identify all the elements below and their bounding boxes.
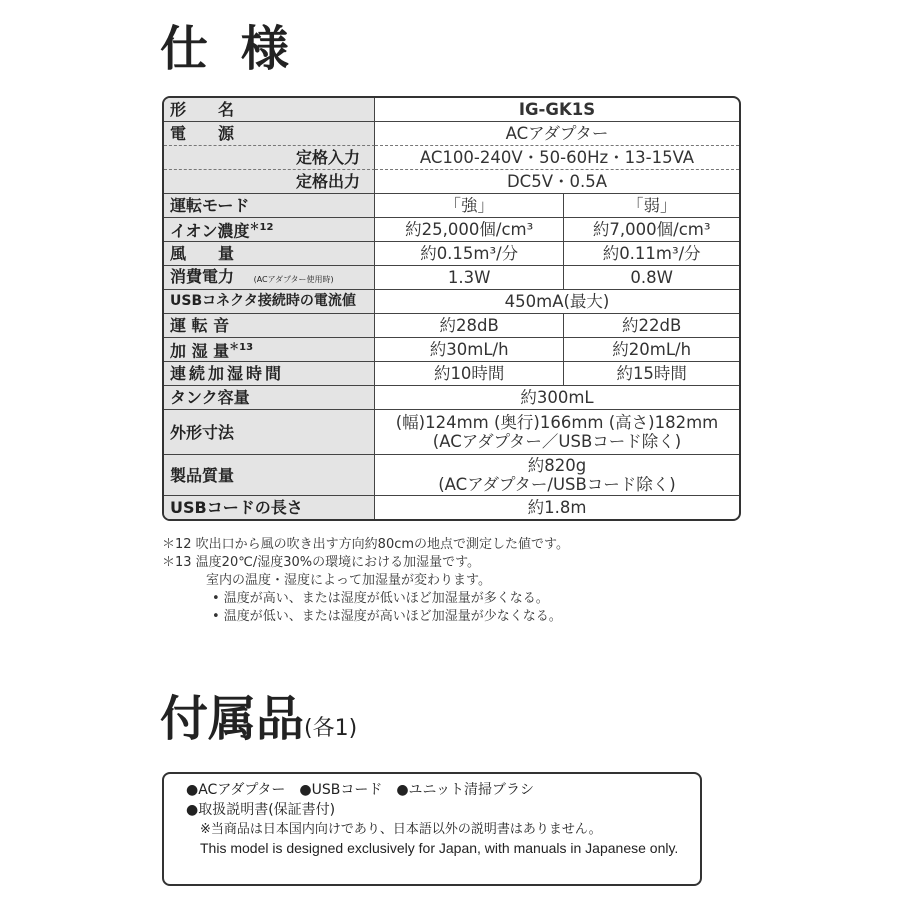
row-value: 1.3W <box>375 266 563 290</box>
table-row <box>164 194 739 218</box>
table-row <box>164 455 739 496</box>
table-row <box>164 338 739 362</box>
row-label: 運転モード <box>164 194 375 218</box>
spec-title: 仕 様 <box>160 21 297 77</box>
row-value: 約20mL/h <box>563 338 739 362</box>
table-row <box>164 242 739 266</box>
row-label: 製品質量 <box>164 455 375 496</box>
table-row <box>164 122 739 146</box>
accessories-title: 付属品(各1) <box>160 691 358 747</box>
table-row <box>164 218 739 242</box>
accessory-list: ●ACアダプター ●USBコード ●ユニット清掃ブラシ <box>186 782 534 798</box>
row-label: タンク容量 <box>164 386 375 410</box>
row-label: 外形寸法 <box>164 410 375 455</box>
row-label: 運 転 音 <box>164 314 375 338</box>
footnote: ＊12 吹出口から風の吹き出す方向約80cmの地点で測定した値です。 <box>162 537 569 552</box>
accessories-note: ※当商品は日本国内向けであり、日本語以外の説明書はありません。 <box>200 822 602 837</box>
table-row <box>164 362 739 386</box>
row-value: 450mA(最大) <box>375 290 739 314</box>
table-row <box>164 496 739 519</box>
row-label: 消費電力 (ACアダプター使用時) <box>164 266 375 290</box>
row-value: 約0.11m³/分 <box>563 242 739 266</box>
row-value: 約10時間 <box>375 362 563 386</box>
table-row <box>164 266 739 290</box>
row-label: イオン濃度$^{*12}$ <box>164 218 375 242</box>
table-row <box>164 146 739 170</box>
accessory-list: ●取扱説明書(保証書付) <box>186 802 336 818</box>
row-label: 加 湿 量$^{*13}$ <box>164 338 375 362</box>
row-value: AC100-240V・50-60Hz・13-15VA <box>375 146 739 170</box>
row-label: USBコードの長さ <box>164 496 375 519</box>
row-value: 約820g (ACアダプター/USBコード除く) <box>375 455 739 496</box>
row-value: 約28dB <box>375 314 563 338</box>
row-value: 0.8W <box>563 266 739 290</box>
row-value: 約22dB <box>563 314 739 338</box>
footnote: ＊13 温度20℃/湿度30%の環境における加湿量です。 <box>162 555 481 570</box>
row-value: IG-GK1S <box>375 98 739 122</box>
row-label: 電 源 <box>164 122 375 146</box>
footnote: 室内の温度・湿度によって加湿量が変わります。 <box>206 573 491 588</box>
row-label: 定格入力 <box>164 146 375 170</box>
table-row <box>164 290 739 314</box>
row-value: DC5V・0.5A <box>375 170 739 194</box>
row-value: 約1.8m <box>527 498 587 517</box>
row-value: 「強」 <box>375 194 563 218</box>
row-value: 約300mL <box>375 386 739 410</box>
table-row <box>164 410 739 455</box>
accessories-box <box>162 772 702 886</box>
row-label: USBコネクタ接続時の電流値 <box>164 290 375 314</box>
row-value: 約15時間 <box>563 362 739 386</box>
row-value: 「弱」 <box>563 194 739 218</box>
row-value: (幅)124mm (奥行)166mm (高さ)182mm (ACアダプター／USBコード除く) <box>375 410 739 455</box>
spec-table <box>162 96 741 521</box>
table-row <box>164 386 739 410</box>
row-label: 連続加湿時間 <box>164 362 375 386</box>
row-value: 約25,000個/cm³ <box>375 218 563 242</box>
table-row <box>164 314 739 338</box>
footnote: • 温度が低い、または湿度が高いほど加湿量が少なくなる。 <box>212 609 562 624</box>
table-row <box>164 170 739 194</box>
table-row <box>164 98 739 122</box>
row-label: 形 名 <box>164 98 375 122</box>
english-note: This model is designed exclusively for Japan, with manuals in Japanese only. <box>200 840 679 856</box>
row-value: 約7,000個/cm³ <box>563 218 739 242</box>
footnote: • 温度が高い、または湿度が低いほど加湿量が多くなる。 <box>212 591 549 606</box>
row-label: 風 量 <box>164 242 375 266</box>
row-value: ACアダプター <box>375 122 739 146</box>
row-label: 定格出力 <box>164 170 375 194</box>
row-value: 約30mL/h <box>375 338 563 362</box>
row-value: 約0.15m³/分 <box>375 242 563 266</box>
